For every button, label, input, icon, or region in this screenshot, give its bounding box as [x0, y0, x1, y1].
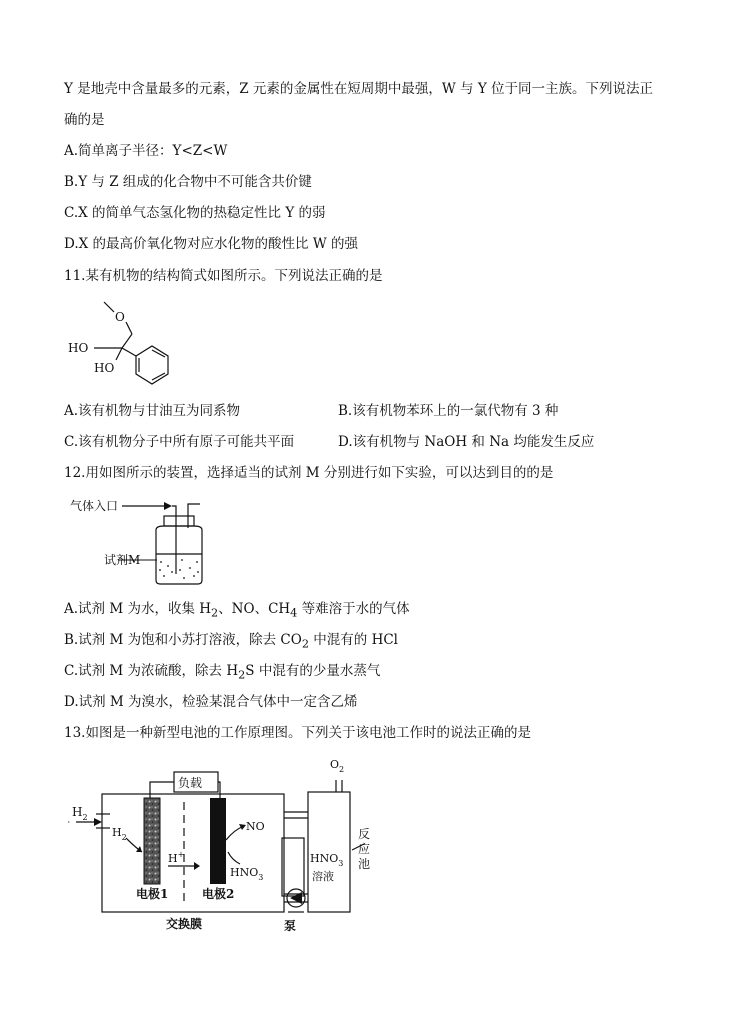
q10-stem-line2: 确的是 [64, 112, 105, 128]
q13-no-label: NO [246, 820, 265, 833]
q11-option-a: A.该有机物与甘油互为同系物 [64, 403, 241, 419]
q11-stem: 11.某有机物的结构简式如图所示。下列说法正确的是 [64, 268, 383, 284]
q13-electrode1-label: 电极1 [136, 887, 169, 901]
q13-h2-inner-h: H [112, 826, 122, 839]
q12-option-a-sub2: 4 [290, 606, 298, 620]
q11-structure-figure [64, 296, 184, 392]
q11-ho-label-2: HO [94, 361, 115, 375]
q13-solution-label: 溶液 [312, 870, 334, 883]
q12-option-c [64, 662, 380, 685]
q12-option-a [64, 600, 410, 623]
q12-option-d [64, 693, 358, 711]
q13-hplus-sup: + [177, 850, 185, 859]
q13-h2-inner-sub: 2 [121, 833, 127, 842]
q10-option-c: C.X 的简单气态氢化物的热稳定性比 Y 的弱 [64, 205, 326, 221]
q13-load-label: 负载 [178, 776, 203, 790]
q13-pump-label: 泵 [284, 919, 297, 933]
q13-h2-inlet-h: H [72, 805, 83, 819]
q13-o2-text: O [330, 758, 340, 771]
q13-hno3-solution-label [310, 852, 343, 868]
q13-h2-inner-label [112, 826, 127, 842]
q13-battery-figure [64, 752, 384, 940]
q12-option-d-part1: D.试剂 M 为溴水，检验某混合气体中一定含乙烯 [64, 694, 358, 710]
q11-option-b: B.该有机物苯环上的一氯代物有 3 种 [338, 403, 559, 419]
q12-option-a-part2: 、NO、CH [218, 601, 291, 617]
q12-option-a-part3: 等难溶于水的气体 [297, 601, 410, 617]
q12-option-a-sub1: 2 [211, 606, 219, 620]
q12-option-b-part2: 中混有的 HCl [308, 632, 398, 648]
q13-hplus-h: H [168, 852, 178, 865]
q13-hno3-sub: 3 [258, 873, 264, 882]
q12-reagent-label: 试剂M [104, 553, 141, 567]
q11-o-label: O [115, 310, 125, 324]
q12-gas-bottle-figure [64, 494, 214, 590]
q13-stem: 13.如图是一种新型电池的工作原理图。下列关于该电池工作时的说法正确的是 [64, 725, 531, 741]
q13-h2-inlet-label [72, 805, 88, 822]
q12-option-b-sub1: 2 [301, 637, 309, 651]
q12-option-b [64, 631, 398, 654]
q12-stem: 12.用如图所示的装置，选择适当的试剂 M 分别进行如下实验，可以达到目的的是 [64, 465, 554, 481]
q10-option-b: B.Y 与 Z 组成的化合物中不可能含共价键 [64, 174, 312, 190]
q13-hno3-text: HNO [230, 866, 259, 879]
q11-ho-label-1: HO [68, 341, 89, 355]
q12-option-c-part2: S 中混有的少量水蒸气 [245, 663, 381, 679]
q13-electrode2-label: 电极2 [202, 887, 235, 901]
q13-o2-sub: 2 [339, 765, 345, 774]
q12-option-a-part1: A.试剂 M 为水，收集 H [64, 601, 212, 617]
q13-reactor-char-2: 应 [358, 842, 371, 856]
q10-option-d: D.X 的最高价氧化物对应水化物的酸性比 W 的强 [64, 236, 358, 252]
q13-o2-label [330, 758, 344, 774]
q12-option-c-sub1: 2 [238, 668, 246, 682]
q13-hno3-label [230, 866, 263, 882]
q13-hno3-sol-sub: 3 [338, 859, 344, 868]
q13-h2-inlet-sub: 2 [82, 813, 88, 822]
q11-option-c: C.该有机物分子中所有原子可能共平面 [64, 434, 295, 450]
q13-hplus-label [168, 850, 184, 865]
q12-option-b-part1: B.试剂 M 为饱和小苏打溶液，除去 CO [64, 632, 302, 648]
q11-option-d: D.该有机物与 NaOH 和 Na 均能发生反应 [338, 434, 595, 450]
q12-gas-inlet-label: 气体入口 [70, 499, 119, 513]
q10-stem-line1: Y 是地壳中含量最多的元素，Z 元素的金属性在短周期中最强，W 与 Y 位于同一主族。下列说法正 [64, 81, 654, 97]
q13-hno3-sol-text: HNO [310, 852, 339, 865]
q12-option-c-part1: C.试剂 M 为浓硫酸，除去 H [64, 663, 239, 679]
q13-membrane-label: 交换膜 [166, 917, 203, 931]
q13-reactor-char-3: 池 [358, 857, 371, 871]
q10-option-a: A.简单离子半径：Y<Z<W [64, 143, 228, 159]
q13-reactor-char-1: 反 [358, 827, 371, 841]
